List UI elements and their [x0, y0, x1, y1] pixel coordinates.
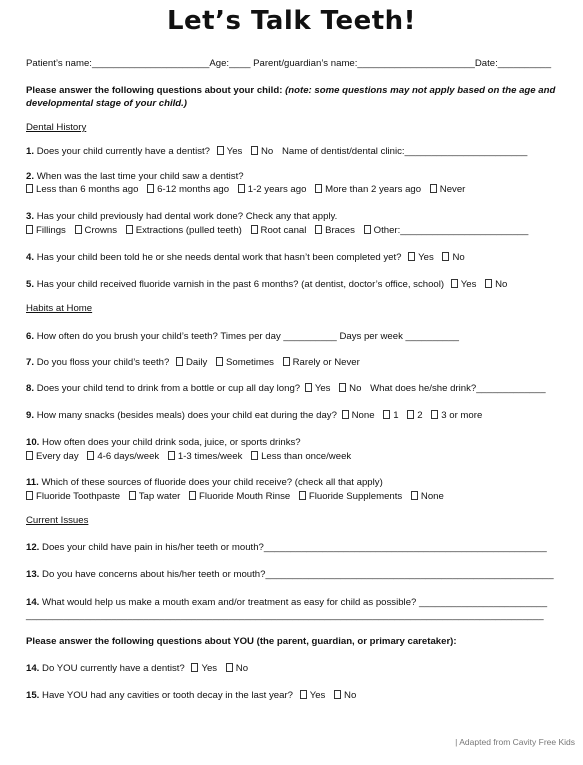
question-5	[26, 279, 507, 290]
option-label: Yes	[418, 252, 434, 263]
checkbox[interactable]	[168, 451, 175, 460]
checkbox[interactable]	[251, 225, 258, 234]
q1-number: 1.	[26, 146, 35, 157]
checkbox[interactable]	[315, 225, 322, 234]
option-label: 1	[393, 410, 399, 421]
checkbox[interactable]	[126, 225, 133, 234]
checkbox[interactable]	[411, 491, 418, 500]
option-label: 1-3 times/week	[177, 451, 243, 462]
question-9	[26, 410, 482, 421]
option-label: No	[261, 146, 274, 157]
checkbox[interactable]	[431, 410, 438, 419]
parent-question-14	[26, 663, 248, 674]
question-6	[26, 331, 459, 342]
q12-text[interactable]: Does your child have pain in his/her teeth or mouth?_____________________________________________________	[42, 542, 547, 553]
option-label: No	[495, 279, 508, 290]
checkbox-no[interactable]	[442, 252, 449, 261]
checkbox-no[interactable]	[339, 383, 346, 392]
checkbox[interactable]	[283, 357, 290, 366]
q11-options	[26, 491, 444, 502]
section-habits-at-home: Habits at Home	[26, 303, 93, 314]
q3-options	[26, 225, 534, 236]
option-label: Tap water	[138, 491, 181, 502]
option-label: Never	[439, 184, 466, 195]
question-11	[26, 477, 383, 488]
option-label: Yes	[309, 690, 326, 701]
option-label[interactable]: Other:________________________	[373, 225, 529, 236]
option-label: Daily	[185, 357, 208, 368]
parent-question-15	[26, 690, 356, 701]
section-current-issues: Current Issues	[26, 515, 89, 526]
q14-text[interactable]: What would help us make a mouth exam and/or treatment as easy for child as possible? ________________________	[42, 597, 548, 608]
q10-number: 10.	[26, 437, 40, 448]
option-label: No	[235, 663, 249, 674]
checkbox[interactable]	[26, 225, 33, 234]
checkbox-yes[interactable]	[305, 383, 312, 392]
question-10	[26, 437, 301, 448]
q10-options	[26, 451, 351, 462]
option-label: Extractions (pulled teeth)	[135, 225, 242, 236]
q11-text: Which of these sources of fluoride does your child receive? (check all that apply)	[41, 477, 383, 488]
intro-note-cont: developmental stage of your child.)	[26, 98, 187, 109]
p15-number: 15.	[26, 690, 40, 701]
option-label: 1-2 years ago	[247, 184, 307, 195]
q8-text: Does your child tend to drink from a bottle or cup all day long?	[36, 383, 301, 394]
checkbox[interactable]	[75, 225, 82, 234]
checkbox-yes[interactable]	[451, 279, 458, 288]
option-label: Fluoride Mouth Rinse	[199, 491, 291, 502]
q10-text: How often does your child drink soda, juice, or sports drinks?	[42, 437, 301, 448]
option-label: No	[452, 252, 465, 263]
q1-text: Does your child currently have a dentist?	[36, 146, 210, 157]
checkbox-no[interactable]	[334, 690, 341, 699]
checkbox-yes[interactable]	[191, 663, 198, 672]
option-label: 4-6 days/week	[97, 451, 160, 462]
option-label: 2	[417, 410, 423, 421]
checkbox[interactable]	[87, 451, 94, 460]
q14-continuation-line[interactable]: _________________________________________________________________________________________________	[26, 610, 544, 621]
checkbox[interactable]	[189, 491, 196, 500]
q14-number: 14.	[26, 597, 40, 608]
option-label: Braces	[325, 225, 355, 236]
p15-text: Have YOU had any cavities or tooth decay in the last year?	[42, 690, 294, 701]
checkbox[interactable]	[430, 184, 437, 193]
q2-number: 2.	[26, 171, 35, 182]
checkbox[interactable]	[251, 451, 258, 460]
p14-number: 14.	[26, 663, 40, 674]
checkbox[interactable]	[26, 184, 33, 193]
checkbox[interactable]	[364, 225, 371, 234]
q12-number: 12.	[26, 542, 40, 553]
option-label: Yes	[226, 146, 243, 157]
q3-text: Has your child previously had dental work done? Check any that apply.	[36, 211, 338, 222]
option-label: 6-12 months ago	[157, 184, 230, 195]
question-12	[26, 542, 547, 553]
checkbox[interactable]	[176, 357, 183, 366]
checkbox-no[interactable]	[226, 663, 233, 672]
intro-text	[26, 85, 555, 96]
option-label: Crowns	[84, 225, 118, 236]
checkbox[interactable]	[315, 184, 322, 193]
q2-options	[26, 184, 471, 195]
checkbox-no[interactable]	[251, 146, 258, 155]
q4-number: 4.	[26, 252, 35, 263]
option-label: Sometimes	[225, 357, 274, 368]
q5-number: 5.	[26, 279, 35, 290]
question-7	[26, 357, 360, 368]
checkbox[interactable]	[147, 184, 154, 193]
question-1	[26, 146, 527, 157]
checkbox[interactable]	[26, 491, 33, 500]
q2-text: When was the last time your child saw a dentist?	[36, 171, 244, 182]
option-label: Yes	[201, 663, 218, 674]
p14-text: Do YOU currently have a dentist?	[42, 663, 185, 674]
option-label: More than 2 years ago	[325, 184, 422, 195]
checkbox[interactable]	[216, 357, 223, 366]
q13-text[interactable]: Do you have concerns about his/her teeth or mouth?______________________________________________________	[42, 569, 554, 580]
option-label: Root canal	[260, 225, 307, 236]
option-label: Fluoride Toothpaste	[36, 491, 121, 502]
checkbox[interactable]	[238, 184, 245, 193]
option-label: Yes	[314, 383, 331, 394]
parent-section-heading: Please answer the following questions about YOU (the parent, guardian, or primary caretaker):	[26, 636, 457, 647]
checkbox-yes[interactable]	[300, 690, 307, 699]
question-13	[26, 569, 554, 580]
question-8	[26, 383, 546, 394]
q9-text: How many snacks (besides meals) does your child eat during the day?	[36, 410, 337, 421]
checkbox[interactable]	[342, 410, 349, 419]
checkbox[interactable]	[407, 410, 414, 419]
q5-text: Has your child received fluoride varnish in the past 6 months? (at dentist, doctor’s office, school)	[36, 279, 445, 290]
option-label: Yes	[460, 279, 477, 290]
q11-number: 11.	[26, 477, 39, 488]
q3-number: 3.	[26, 211, 35, 222]
section-dental-history: Dental History	[26, 122, 87, 133]
checkbox[interactable]	[26, 451, 33, 460]
checkbox-yes[interactable]	[408, 252, 415, 261]
checkbox[interactable]	[383, 410, 390, 419]
option-label: None	[420, 491, 444, 502]
dentist-name-field[interactable]: Name of dentist/dental clinic:_______________________	[281, 146, 528, 157]
option-label: 3 or more	[441, 410, 483, 421]
q9-number: 9.	[26, 410, 35, 421]
page-title: Let’s Talk Teeth!	[166, 6, 417, 36]
intro-bold: Please answer the following questions about your child:	[26, 85, 283, 96]
option-label: No	[349, 383, 362, 394]
option-label: Every day	[36, 451, 79, 462]
q6-number: 6.	[26, 331, 35, 342]
option-label: None	[351, 410, 375, 421]
question-2	[26, 171, 244, 182]
q13-number: 13.	[26, 569, 40, 580]
drink-field[interactable]: What does he/she drink?_____________	[370, 383, 546, 394]
footer-credit: | Adapted from Cavity Free Kids	[455, 737, 575, 747]
question-4	[26, 252, 465, 263]
checkbox[interactable]	[129, 491, 136, 500]
intro-note: (note: some questions may not apply based on the age and	[285, 85, 556, 96]
option-label: No	[344, 690, 357, 701]
checkbox-yes[interactable]	[217, 146, 224, 155]
option-label: Less than once/week	[261, 451, 352, 462]
option-label: Rarely or Never	[292, 357, 360, 368]
checkbox-no[interactable]	[485, 279, 492, 288]
checkbox[interactable]	[299, 491, 306, 500]
q7-number: 7.	[26, 357, 35, 368]
option-label: Fluoride Supplements	[308, 491, 403, 502]
q7-text: Do you floss your child’s teeth?	[36, 357, 170, 368]
question-14	[26, 597, 547, 608]
q6-text[interactable]: How often do you brush your child’s teeth? Times per day __________ Days per week __________	[36, 331, 459, 342]
patient-info-line[interactable]: Patient’s name:______________________Age:____ Parent/guardian’s name:______________________Date:__________	[26, 58, 552, 69]
question-3	[26, 211, 337, 222]
q8-number: 8.	[26, 383, 35, 394]
option-label: Less than 6 months ago	[36, 184, 139, 195]
option-label: Fillings	[36, 225, 66, 236]
q4-text: Has your child been told he or she needs dental work that hasn’t been completed yet?	[36, 252, 402, 263]
